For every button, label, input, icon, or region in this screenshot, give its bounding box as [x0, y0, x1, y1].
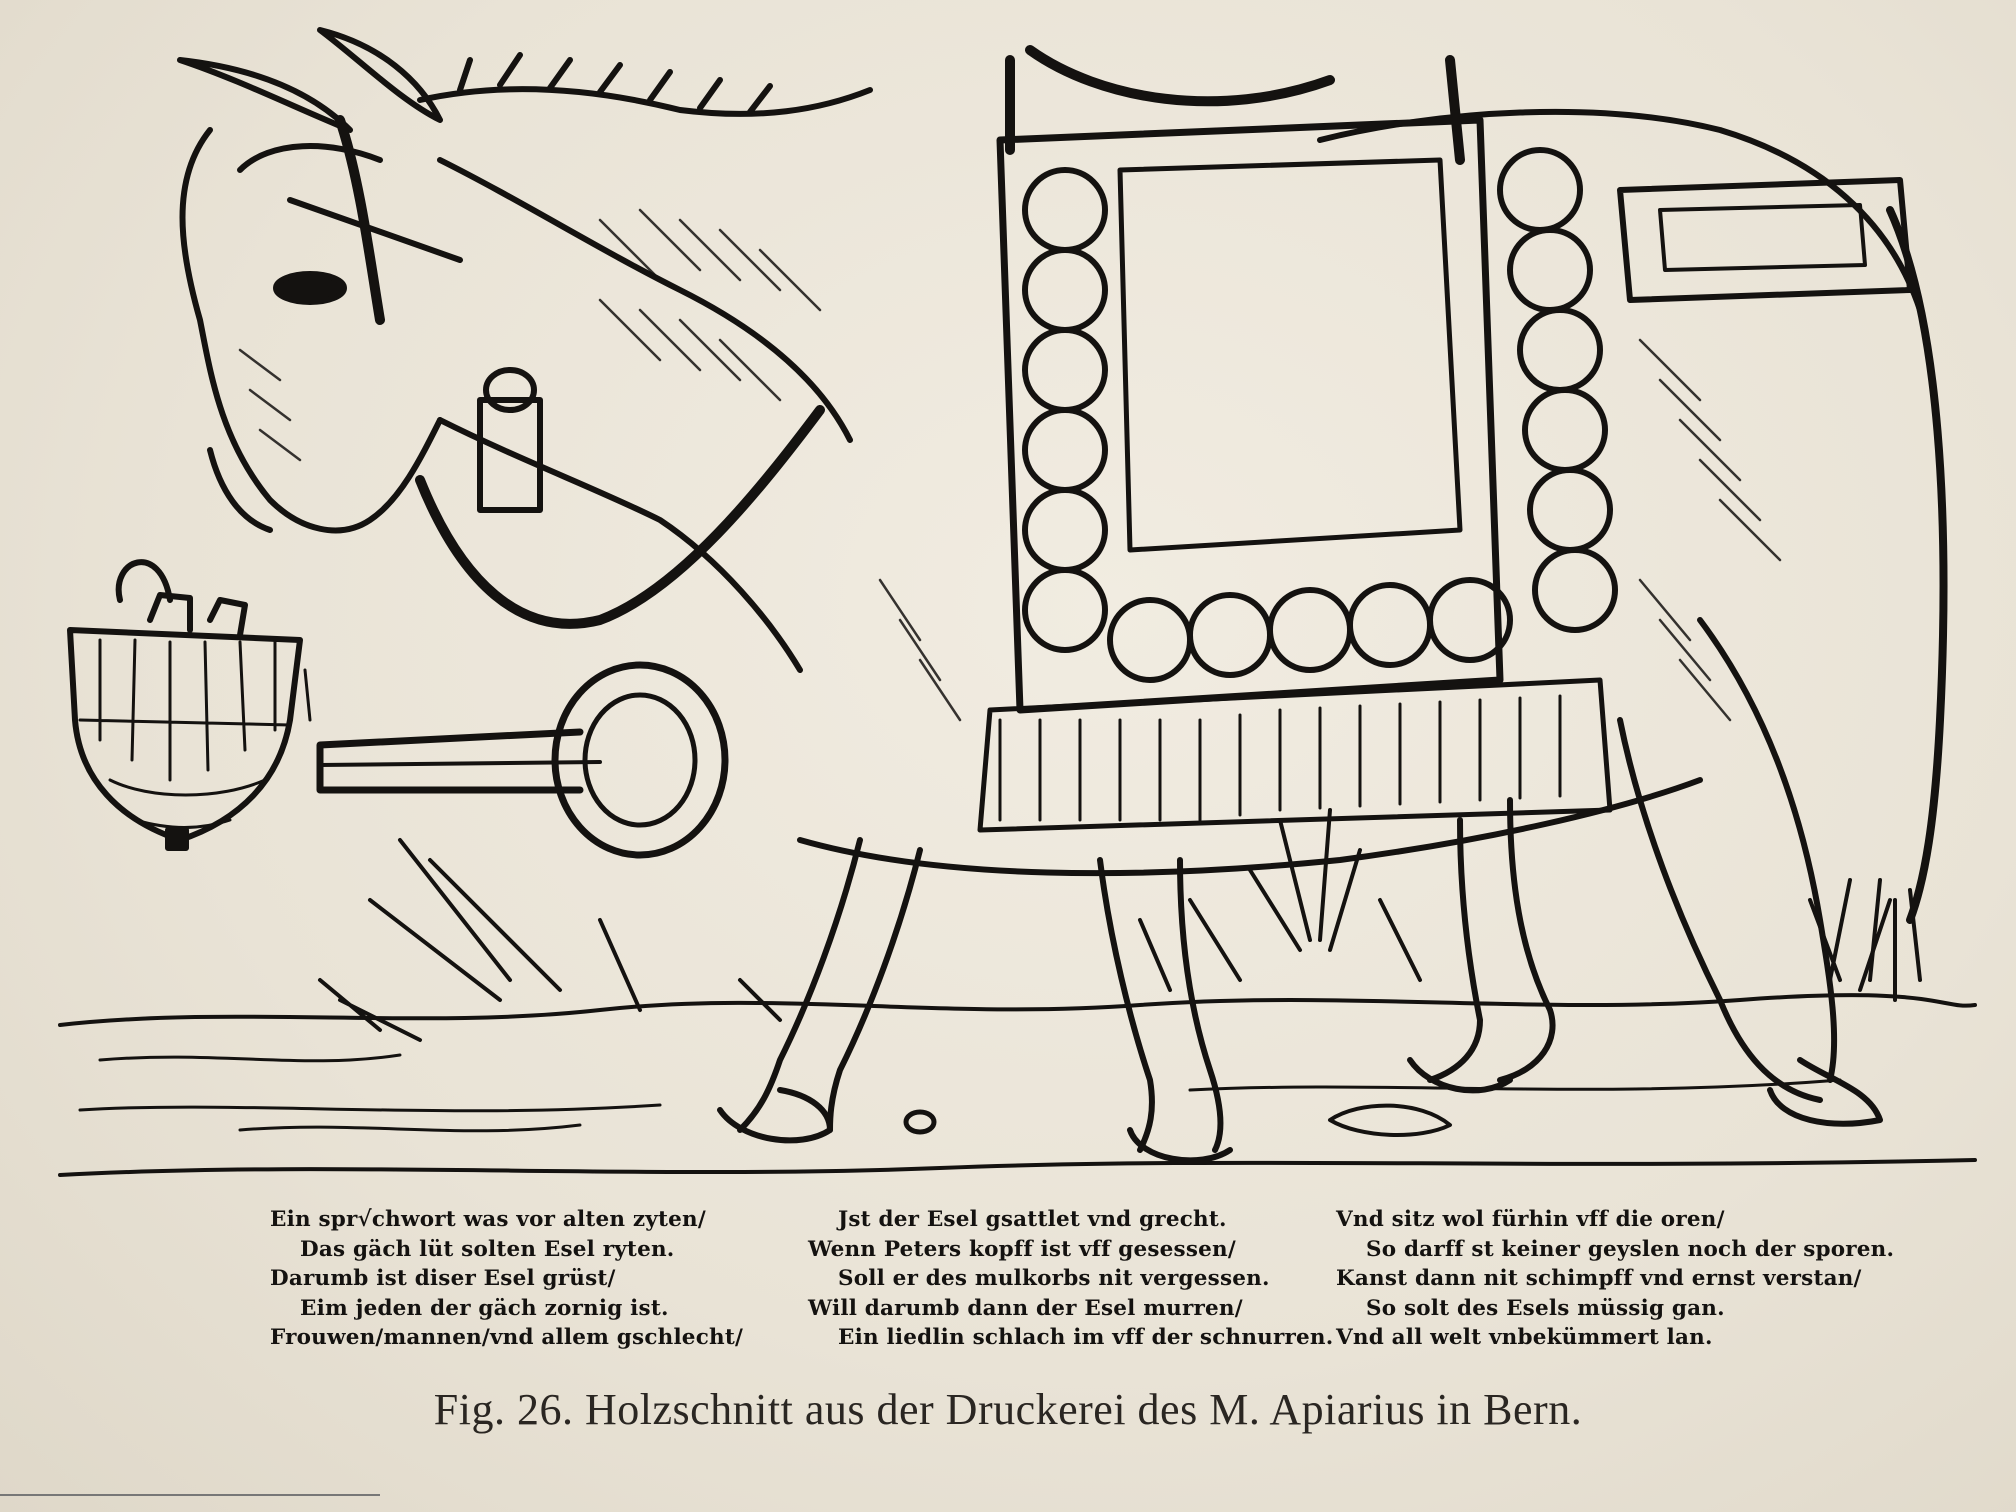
- verse-line: Vnd all welt vnbekümmert lan.: [1336, 1325, 1713, 1350]
- verse-line: Kanst dann nit schimpff vnd ernst verstan/: [1336, 1266, 1862, 1291]
- verse-line: Vnd sitz wol fürhin vff die oren/: [1336, 1207, 1725, 1232]
- ground-drawing: [60, 810, 1975, 1175]
- rope-drawing: [290, 120, 820, 624]
- verse-line: Will darumb dann der Esel murren/: [808, 1295, 1243, 1321]
- verse-column-1: [270, 1205, 743, 1353]
- donkey-woodcut-illustration: [40, 20, 1980, 1190]
- verse-line: Jst der Esel gsattlet vnd grecht.: [838, 1207, 1227, 1232]
- verse-line: Frouwen/mannen/vnd allem gschlecht/: [270, 1325, 743, 1350]
- verse-column-2: [808, 1205, 1333, 1353]
- verse-line: Wenn Peters kopff ist vff gesessen/: [808, 1236, 1236, 1262]
- verse-line: Ein liedlin schlach im vff der schnurren.: [838, 1325, 1334, 1350]
- muzzle-basket-drawing: [70, 562, 310, 848]
- verse-line: So solt des Esels müssig gan.: [1366, 1295, 1725, 1321]
- donkey-drawing: [180, 30, 1943, 1160]
- verse-line: Ein spr√chwort was vor alten zyten/: [270, 1207, 706, 1232]
- verse-block: [0, 1205, 2016, 1355]
- verse-line: So darff st keiner geyslen noch der sporen.: [1366, 1236, 1895, 1262]
- key-bit-drawing: [320, 665, 725, 855]
- figure-caption: Fig. 26. Holzschnitt aus der Druckerei des M. Apiarius in Bern.: [433, 1385, 1583, 1434]
- footnote-rule: [0, 1494, 380, 1496]
- verse-line: Das gäch lüt solten Esel ryten.: [300, 1236, 675, 1262]
- verse-column-3: [1336, 1205, 1894, 1353]
- verse-line: Soll er des mulkorbs nit vergessen.: [838, 1266, 1270, 1291]
- verse-line: Eim jeden der gäch zornig ist.: [300, 1295, 669, 1321]
- saddle-drawing: [980, 50, 1910, 830]
- verse-line: Darumb ist diser Esel grüst/: [270, 1266, 616, 1291]
